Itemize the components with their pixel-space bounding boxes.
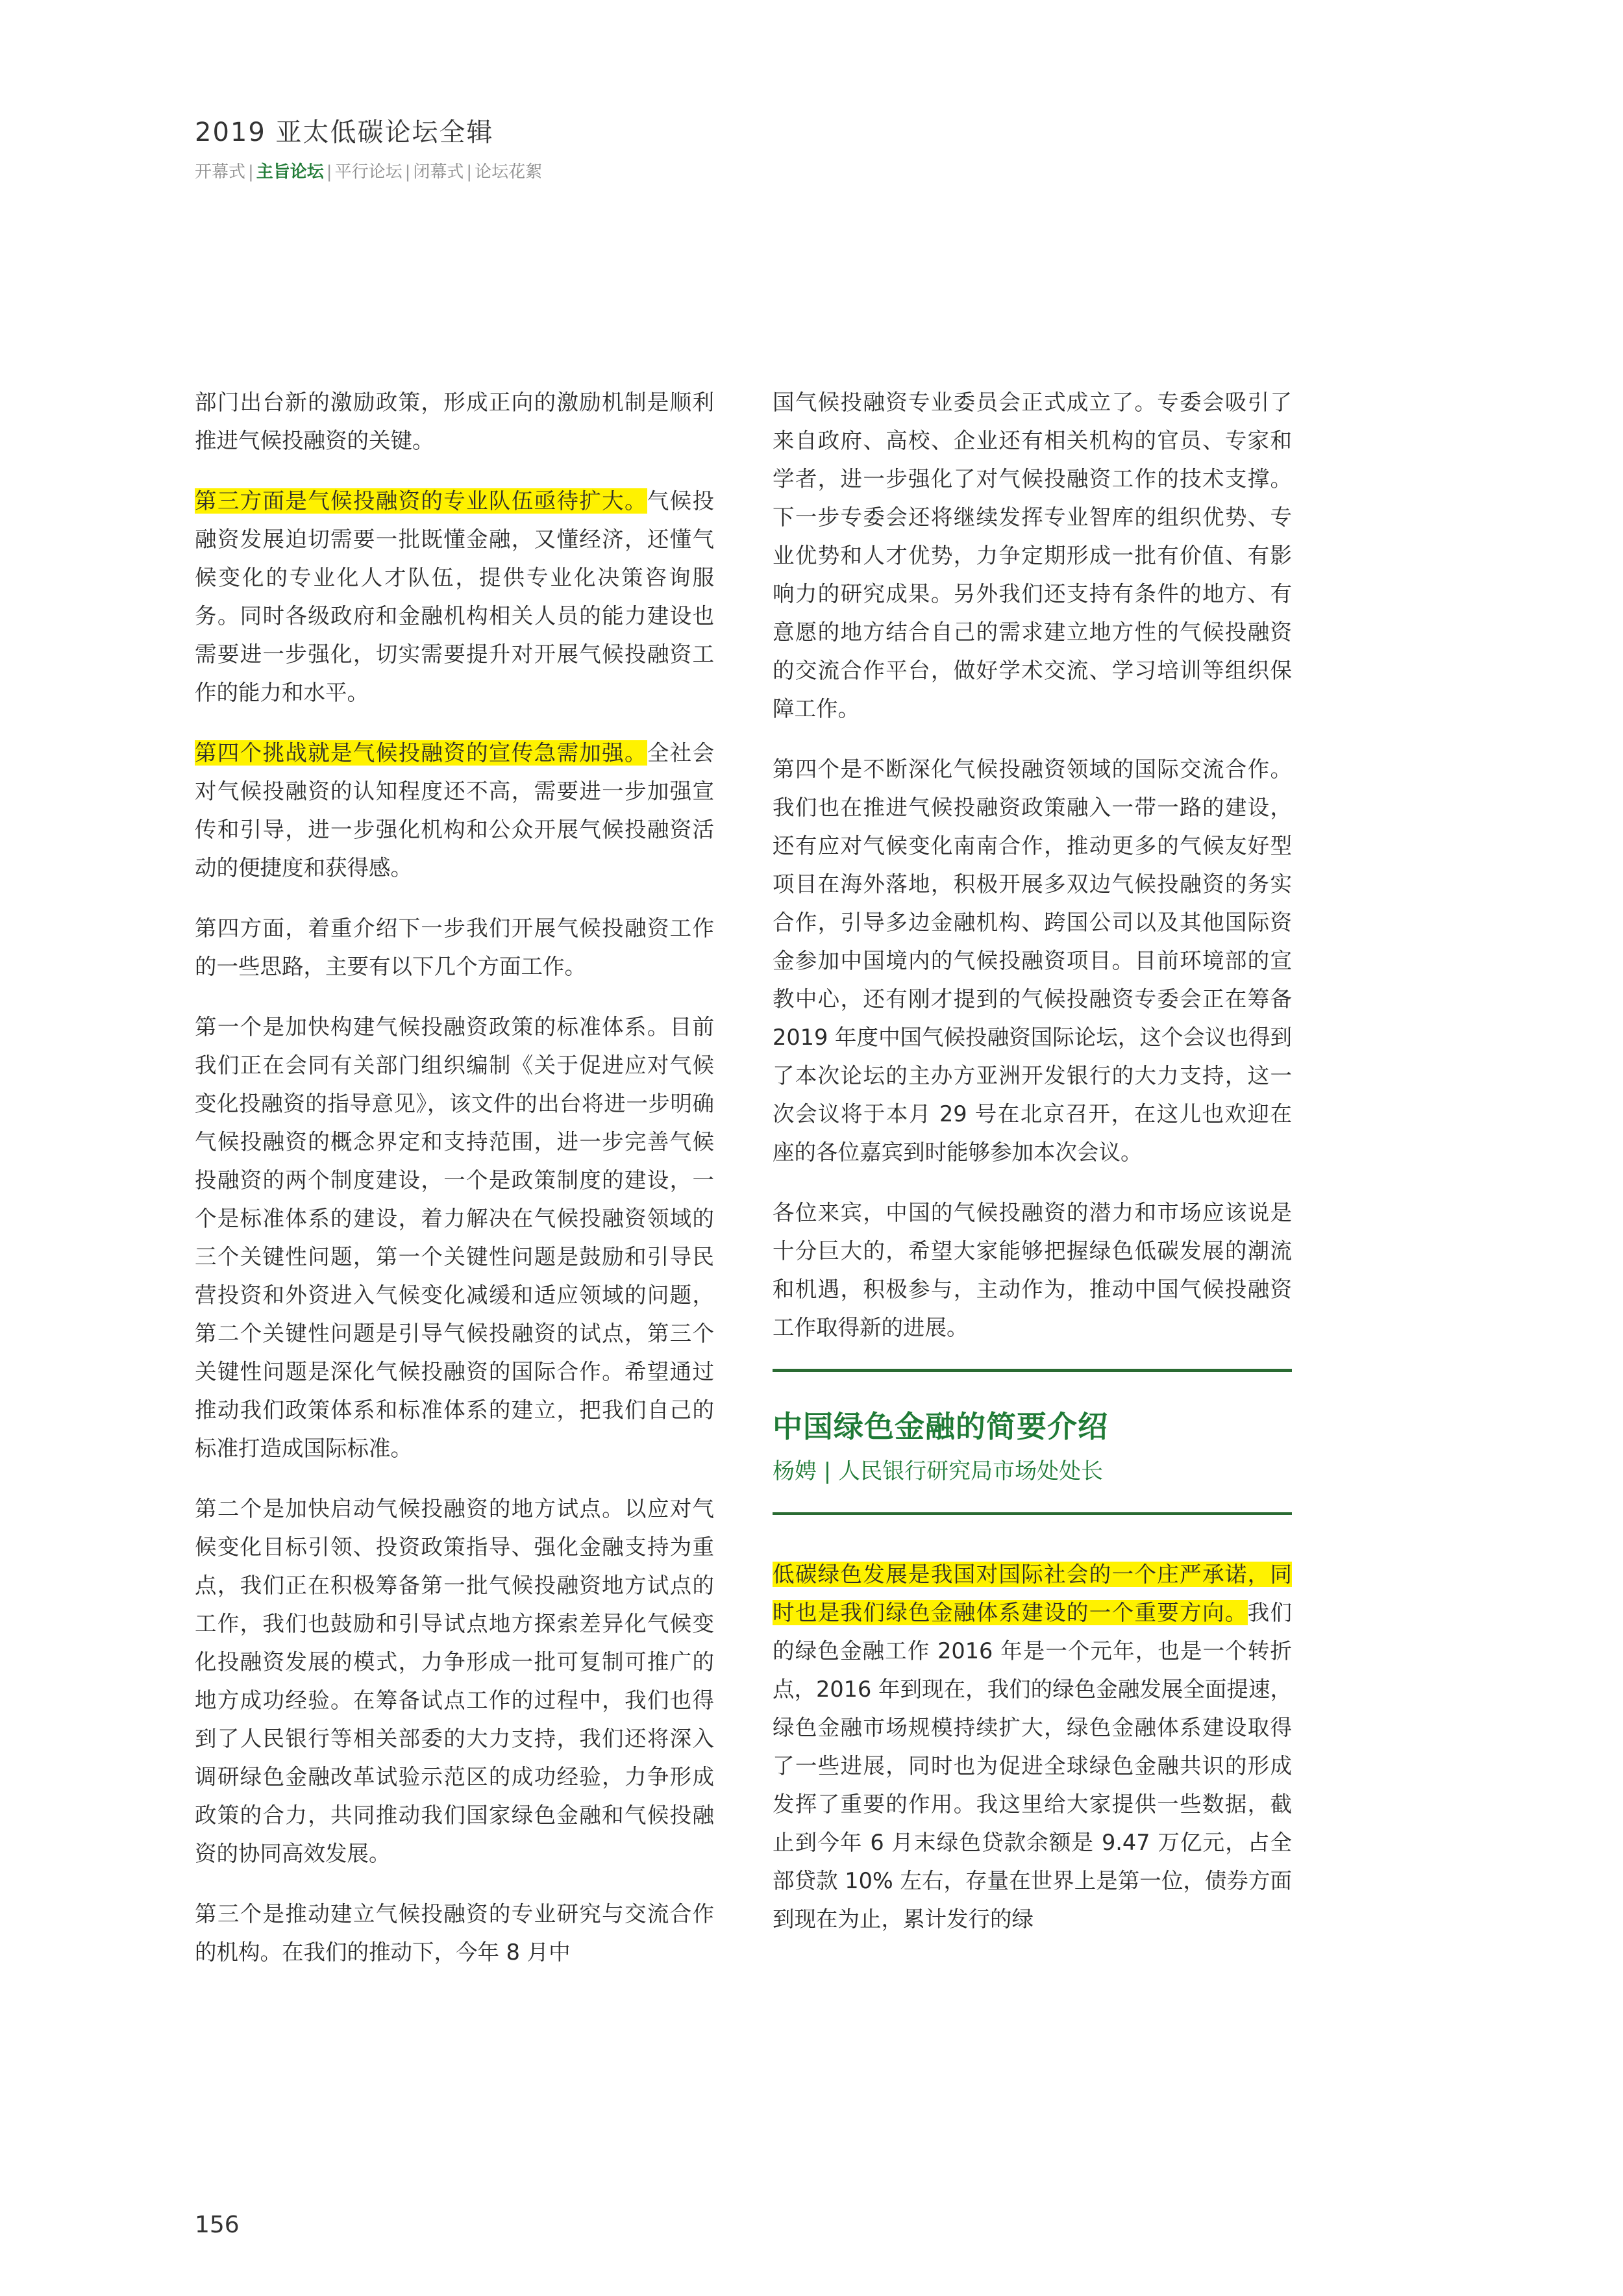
nav-item-parallel: 平行论坛 [334, 162, 403, 182]
paragraph: 第三个是推动建立气候投融资的专业研究与交流合作的机构。在我们的推动下，今年 8 月中 [195, 1901, 714, 1965]
section-divider-top [773, 1369, 1292, 1372]
paragraph: 第四方面，着重介绍下一步我们开展气候投融资工作的一些思路，主要有以下几个方面工作。 [195, 916, 714, 979]
paragraph: 第一个是加快构建气候投融资政策的标准体系。目前我们正在会同有关部门组织编制《关于促进应对气候变化投融资的指导意见》，该文件的出台将进一步明确气候投融资的概念界定和支持范围，进一步完善气候投融资的两个制度建设，一个是政策制度的建设，一个是标准体系的建设，着力解决在气候投融资领域的三个关键性问题，第一个关键性问题是鼓励和引导民营投资和外资进入气候变化减缓和适应领域的问题，第二个关键性问题是引导气候投融资的试点，第三个关键性问题是深化气候投融资的国际合作。希望通过推动我们政策体系和标准体系的建立，把我们自己的标准打造成国际标准。 [195, 1014, 714, 1461]
paragraph-text: 气候投融资发展迫切需要一批既懂金融，又懂经济，还懂气候变化的专业化人才队伍，提供专业化决策咨询服务。同时各级政府和金融机构相关人员的能力建设也需要进一步强化，切实需要提升对开展气候投融资工作的能力和水平。 [195, 488, 715, 705]
right-column [773, 383, 1292, 1960]
paragraph [773, 1555, 1292, 1938]
nav-separator: | [466, 162, 473, 182]
paragraph: 第二个是加快启动气候投融资的地方试点。以应对气候变化目标引领、投资政策指导、强化金融支持为重点，我们正在积极筹备第一批气候投融资地方试点的工作，我们也鼓励和引导试点地方探索差异化气候变化投融资发展的模式，力争形成一批可复制可推广的地方成功经验。在筹备试点工作的过程中，我们也得到了人民银行等相关部委的大力支持，我们还将深入调研绿色金融改革试验示范区的成功经验，力争形成政策的合力，共同推动我们国家绿色金融和气候投融资的协同高效发展。 [195, 1496, 714, 1866]
left-column [195, 383, 714, 1993]
nav-item-opening: 开幕式 [195, 162, 246, 182]
paragraph: 各位来宾，中国的气候投融资的潜力和市场应该说是十分巨大的，希望大家能够把握绿色低碳发展的潮流和机遇，积极参与，主动作为，推动中国气候投融资工作取得新的进展。 [773, 1200, 1292, 1340]
paragraph [195, 734, 714, 887]
header-nav [195, 158, 542, 182]
nav-separator: | [326, 162, 332, 182]
section-divider-bottom [773, 1512, 1292, 1515]
header-title: 2019 亚太低碳论坛全辑 [195, 118, 494, 147]
paragraph-text: 我们的绿色金融工作 2016 年是一个元年，也是一个转折点，2016 年到现在，我们的绿色金融发展全面提速，绿色金融市场规模持续扩大，绿色金融体系建设取得了一些进展，同时也为促进全球绿色金融共识的形成发挥了重要的作用。我这里给大家提供一些数据，截止到今年 6 月末绿色贷款余额是 9.47 万亿元，占全部贷款 10% 左右，存量在世界上是第一位，债券方面到现在为止，累计发行的绿 [773, 1600, 1293, 1932]
nav-separator: | [404, 162, 411, 182]
nav-item-keynote: 主旨论坛 [256, 162, 324, 182]
nav-item-highlights: 论坛花絮 [475, 162, 543, 182]
nav-separator: | [248, 162, 254, 182]
paragraph-text: 全社会对气候投融资的认知程度还不高，需要进一步加强宣传和引导，进一步强化机构和公众开展气候投融资活动的便捷度和获得感。 [195, 740, 715, 880]
highlighted-text: 第三方面是气候投融资的专业队伍亟待扩大。 [195, 488, 647, 514]
section-author: 杨娉 | 人民银行研究局市场处处长 [773, 1458, 1104, 1484]
highlighted-text: 低碳绿色发展是我国对国际社会的一个庄严承诺，同时也是我们绿色金融体系建设的一个重要方向。 [773, 1562, 1292, 1625]
paragraph: 部门出台新的激励政策，形成正向的激励机制是顺利推进气候投融资的关键。 [195, 390, 714, 453]
nav-item-closing: 闭幕式 [413, 162, 464, 182]
highlighted-text: 第四个挑战就是气候投融资的宣传急需加强。 [195, 740, 647, 766]
section-title: 中国绿色金融的简要介绍 [773, 1409, 1108, 1444]
paragraph: 国气候投融资专业委员会正式成立了。专委会吸引了来自政府、高校、企业还有相关机构的官员、专家和学者，进一步强化了对气候投融资工作的技术支撑。下一步专委会还将继续发挥专业智库的组织优势、专业优势和人才优势，力争定期形成一批有价值、有影响力的研究成果。另外我们还支持有条件的地方、有意愿的地方结合自己的需求建立地方性的气候投融资的交流合作平台，做好学术交流、学习培训等组织保障工作。 [773, 390, 1292, 721]
paragraph: 第四个是不断深化气候投融资领域的国际交流合作。我们也在推进气候投融资政策融入一带一路的建设，还有应对气候变化南南合作，推动更多的气候友好型项目在海外落地，积极开展多双边气候投融资的务实合作，引导多边金融机构、跨国公司以及其他国际资金参加中国境内的气候投融资项目。目前环境部的宣教中心，还有刚才提到的气候投融资专委会正在筹备 2019 年度中国气候投融资国际论坛，这个会议也得到了本次论坛的主办方亚洲开发银行的大力支持，这一次会议将于本月 29 号在北京召开，在这儿也欢迎在座的各位嘉宾到时能够参加本次会议。 [773, 756, 1292, 1165]
page-number: 156 [195, 2212, 240, 2238]
paragraph [195, 482, 714, 712]
